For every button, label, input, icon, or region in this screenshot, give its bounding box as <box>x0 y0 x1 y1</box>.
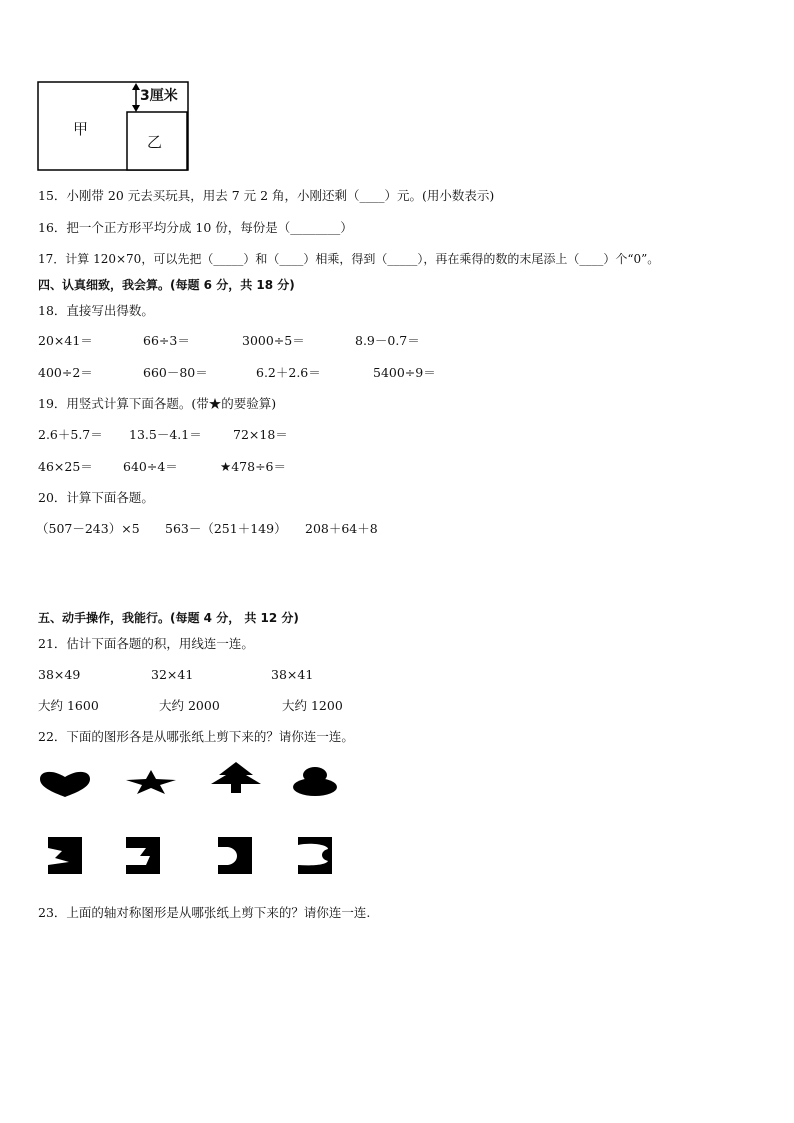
q18-r2-c1: 400÷2＝ <box>38 365 93 380</box>
tree-icon <box>209 762 263 794</box>
q18-r1-c2: 66÷3＝ <box>143 333 190 348</box>
q18-r2-c2: 660－80＝ <box>143 365 208 380</box>
q21-product-1: 38×49 <box>38 667 81 682</box>
q21-product-2: 32×41 <box>151 667 194 682</box>
q19-r2-c2: 640÷4＝ <box>123 459 178 474</box>
q19-r1-c1: 2.6＋5.7＝ <box>38 427 103 442</box>
q19-r2-c1: 46×25＝ <box>38 459 93 474</box>
q21-estimate-2: 大约 2000 <box>159 698 220 713</box>
question-17: 17．计算 120×70，可以先把（_____）和（____）相乘，得到（_____），再在乘得的数的末尾添上（____）个“0”。 <box>38 252 660 266</box>
section-5-heading: 五、动手操作，我能行。(每题 4 分， 共 12 分) <box>38 611 299 625</box>
question-18-title: 18．直接写出得数。 <box>38 303 154 318</box>
question-15: 15．小刚带 20 元去买玩具，用去 7 元 2 角，小刚还剩（____）元。(用小数表示) <box>38 188 495 203</box>
question-22-title: 22．下面的图形各是从哪张纸上剪下来的？请你连一连。 <box>38 729 354 744</box>
q18-r2-c4: 5400÷9＝ <box>373 365 436 380</box>
dimension-label: 3厘米 <box>140 88 178 104</box>
q19-r1-c2: 13.5－4.1＝ <box>129 427 202 442</box>
question-16: 16．把一个正方形平均分成 10 份，每份是（________） <box>38 220 353 235</box>
big-rect-label: 甲 <box>73 120 89 138</box>
paper-b <box>126 837 162 875</box>
q19-r2-c3: ★478÷6＝ <box>220 459 286 474</box>
star-icon <box>125 770 177 794</box>
small-rect-label: 乙 <box>147 133 163 151</box>
paper-d <box>298 837 334 875</box>
q21-estimate-1: 大约 1600 <box>38 698 99 713</box>
question-20-title: 20．计算下面各题。 <box>38 490 154 505</box>
q18-r1-c3: 3000÷5＝ <box>242 333 305 348</box>
q18-r1-c4: 8.9－0.7＝ <box>355 333 420 348</box>
rectangles-figure <box>36 80 206 180</box>
q20-item-1: （507－243）×5 <box>36 521 140 536</box>
q21-estimate-3: 大约 1200 <box>282 698 343 713</box>
q20-item-3: 208＋64＋8 <box>305 521 378 536</box>
q21-product-3: 38×41 <box>271 667 314 682</box>
question-21-title: 21．估计下面各题的积，用线连一连。 <box>38 636 254 651</box>
q19-r1-c3: 72×18＝ <box>233 427 288 442</box>
section-4-heading: 四、认真细致，我会算。(每题 6 分，共 18 分) <box>38 278 295 292</box>
paper-a <box>48 837 84 875</box>
question-19-title: 19．用竖式计算下面各题。(带★的要验算) <box>38 396 277 411</box>
q20-item-2: 563－（251＋149） <box>165 521 287 536</box>
paper-c <box>218 837 254 875</box>
q18-r1-c1: 20×41＝ <box>38 333 93 348</box>
question-23: 23．上面的轴对称图形是从哪张纸上剪下来的？请你连一连. <box>38 905 371 920</box>
heart-icon <box>38 770 92 798</box>
snowman-icon <box>292 766 338 796</box>
q18-r2-c3: 6.2＋2.6＝ <box>256 365 321 380</box>
